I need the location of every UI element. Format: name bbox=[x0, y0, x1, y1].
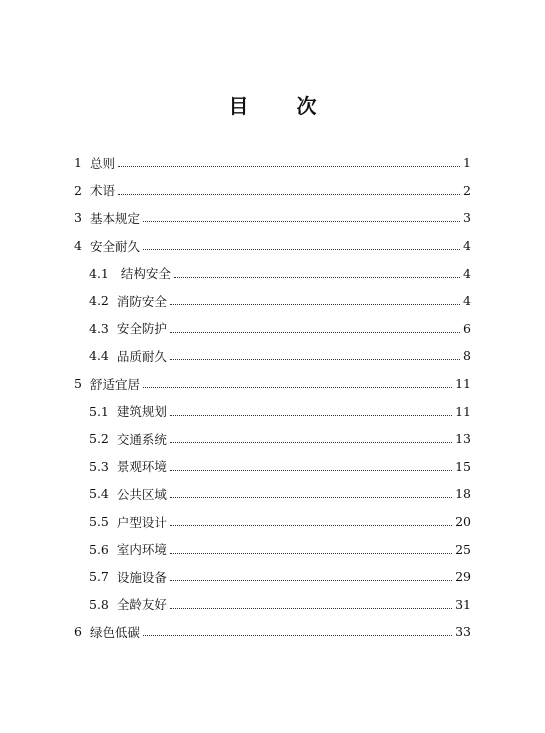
toc-dot-leader bbox=[143, 249, 460, 250]
toc-dot-leader bbox=[170, 332, 460, 333]
toc-page-number: 3 bbox=[463, 210, 471, 226]
toc-entry-title: 景观环境 bbox=[116, 459, 167, 475]
toc-entry-title: 公共区域 bbox=[116, 486, 167, 502]
toc-entry-title: 品质耐久 bbox=[116, 348, 167, 364]
toc-entry[interactable] bbox=[0, 618, 545, 646]
toc-entry[interactable] bbox=[0, 508, 545, 536]
toc-page-number: 11 bbox=[455, 403, 471, 419]
toc-entry-title: 基本规定 bbox=[89, 210, 140, 226]
toc-dot-leader bbox=[170, 525, 452, 526]
toc-entry[interactable] bbox=[0, 370, 545, 398]
toc-entry-number: 5.3 bbox=[89, 458, 109, 474]
toc-page-number: 29 bbox=[455, 569, 471, 585]
toc-dot-leader bbox=[118, 166, 460, 167]
toc-dot-leader bbox=[170, 580, 452, 581]
toc-page-number: 8 bbox=[463, 348, 471, 364]
table-of-contents bbox=[0, 149, 545, 646]
toc-dot-leader bbox=[143, 221, 460, 222]
toc-entry-number: 4.3 bbox=[89, 320, 109, 336]
toc-entry-title: 安全耐久 bbox=[89, 238, 140, 254]
toc-entry-title: 建筑规划 bbox=[116, 404, 167, 420]
toc-dot-leader bbox=[143, 387, 452, 388]
toc-entry[interactable] bbox=[0, 232, 545, 260]
toc-entry-number: 4.4 bbox=[89, 348, 109, 364]
toc-dot-leader bbox=[170, 442, 452, 443]
toc-entry-number: 1 bbox=[74, 155, 82, 171]
toc-entry-number: 2 bbox=[74, 182, 82, 198]
toc-entry-title: 结构安全 bbox=[116, 266, 171, 282]
toc-entry-title: 户型设计 bbox=[116, 514, 167, 530]
toc-entry[interactable] bbox=[0, 315, 545, 343]
toc-entry-title: 绿色低碳 bbox=[89, 624, 140, 640]
toc-page-number: 31 bbox=[455, 596, 471, 612]
toc-entry[interactable] bbox=[0, 480, 545, 508]
toc-dot-leader bbox=[170, 497, 452, 498]
toc-entry[interactable] bbox=[0, 287, 545, 315]
toc-entry-title: 舒适宜居 bbox=[89, 376, 140, 392]
toc-entry[interactable] bbox=[0, 453, 545, 481]
toc-entry[interactable] bbox=[0, 149, 545, 177]
toc-page-number: 25 bbox=[455, 541, 471, 557]
toc-entry[interactable] bbox=[0, 535, 545, 563]
toc-page-number: 20 bbox=[455, 514, 471, 530]
toc-entry-title: 全龄友好 bbox=[116, 597, 167, 613]
toc-entry-number: 5 bbox=[74, 376, 82, 392]
toc-page-number: 4 bbox=[463, 293, 471, 309]
toc-entry[interactable] bbox=[0, 397, 545, 425]
toc-dot-leader bbox=[170, 359, 460, 360]
toc-entry-title: 设施设备 bbox=[116, 569, 167, 585]
toc-dot-leader bbox=[170, 553, 452, 554]
toc-entry-number: 5.8 bbox=[89, 596, 109, 612]
toc-entry-title: 术语 bbox=[89, 183, 115, 199]
toc-entry[interactable] bbox=[0, 425, 545, 453]
toc-page-number: 4 bbox=[463, 265, 471, 281]
toc-page-number: 4 bbox=[463, 238, 471, 254]
toc-dot-leader bbox=[118, 194, 460, 195]
toc-entry-number: 4.1 bbox=[89, 265, 109, 281]
toc-entry[interactable] bbox=[0, 563, 545, 591]
toc-dot-leader bbox=[170, 470, 452, 471]
toc-dot-leader bbox=[174, 277, 460, 278]
toc-entry-number: 6 bbox=[74, 624, 82, 640]
toc-page-number: 15 bbox=[455, 458, 471, 474]
toc-page-number: 11 bbox=[455, 376, 471, 392]
toc-entry-number: 5.6 bbox=[89, 541, 109, 557]
toc-entry-number: 5.1 bbox=[89, 403, 109, 419]
toc-entry[interactable] bbox=[0, 204, 545, 232]
toc-entry-number: 4.2 bbox=[89, 293, 109, 309]
toc-entry-title: 安全防护 bbox=[116, 321, 167, 337]
toc-entry[interactable] bbox=[0, 259, 545, 287]
toc-entry-number: 5.7 bbox=[89, 569, 109, 585]
toc-dot-leader bbox=[170, 415, 452, 416]
toc-entry-number: 3 bbox=[74, 210, 82, 226]
toc-dot-leader bbox=[170, 608, 452, 609]
toc-page-number: 1 bbox=[463, 155, 471, 171]
page-title: 目 次 bbox=[228, 94, 331, 118]
toc-page-number: 13 bbox=[455, 431, 471, 447]
toc-entry-number: 5.2 bbox=[89, 431, 109, 447]
toc-entry-title: 室内环境 bbox=[116, 542, 167, 558]
toc-page-number: 2 bbox=[463, 182, 471, 198]
toc-entry-number: 5.4 bbox=[89, 486, 109, 502]
toc-entry-number: 5.5 bbox=[89, 514, 109, 530]
toc-entry[interactable] bbox=[0, 342, 545, 370]
toc-entry-title: 总则 bbox=[89, 155, 115, 171]
toc-entry[interactable] bbox=[0, 591, 545, 619]
toc-entry-number: 4 bbox=[74, 238, 82, 254]
toc-entry-title: 消防安全 bbox=[116, 293, 167, 309]
toc-page-number: 33 bbox=[455, 624, 471, 640]
toc-page-number: 6 bbox=[463, 320, 471, 336]
toc-entry-title: 交通系统 bbox=[116, 431, 167, 447]
toc-entry[interactable] bbox=[0, 177, 545, 205]
toc-page-number: 18 bbox=[455, 486, 471, 502]
toc-dot-leader bbox=[170, 304, 460, 305]
toc-dot-leader bbox=[143, 635, 452, 636]
